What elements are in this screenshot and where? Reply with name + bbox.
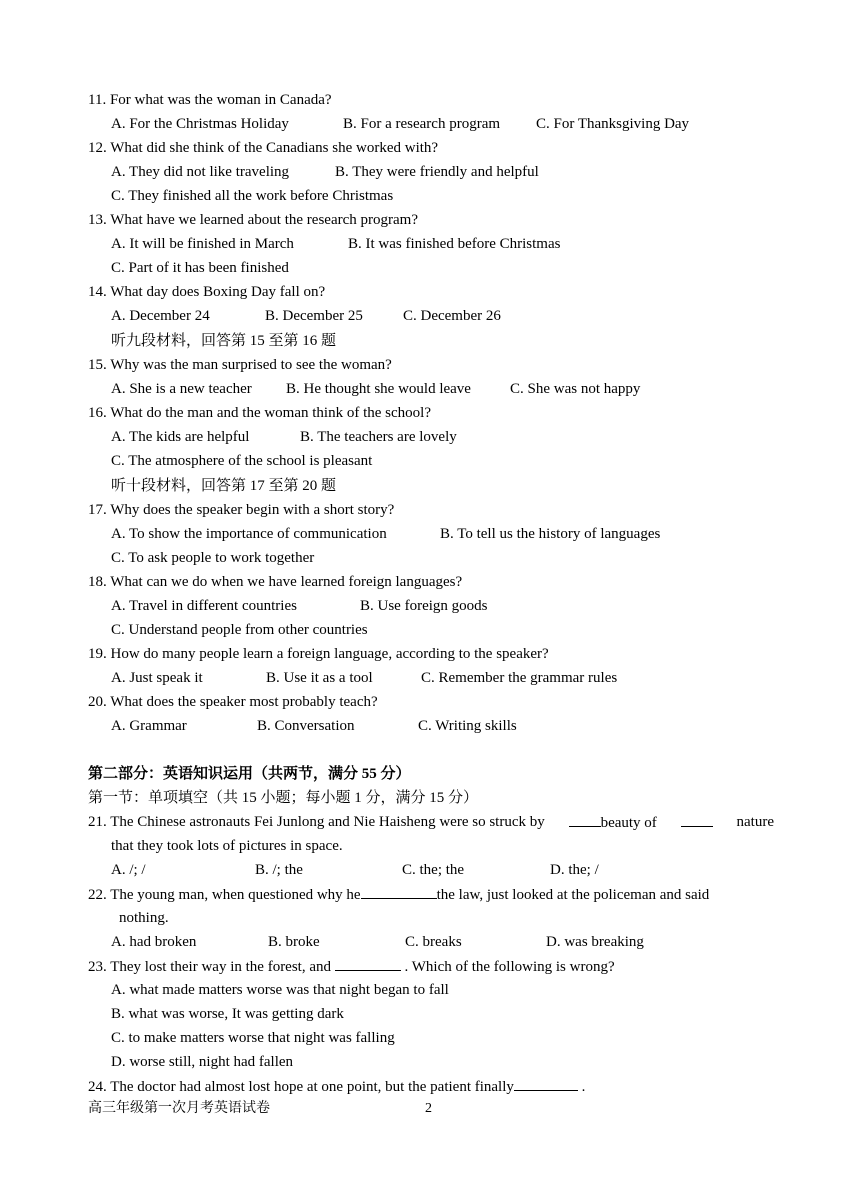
question-18-stem: 18. What can we do when we have learned foreign languages? [88,574,463,590]
question-15-stem: 15. Why was the man surprised to see the woman? [88,357,392,373]
stem-text: 21. The Chinese astronauts Fei Junlong and Nie Haisheng were so struck by [88,814,545,830]
answer-blank [335,956,401,971]
option-a: A. The kids are helpful [111,429,250,445]
option-b: B. He thought she would leave [286,381,471,397]
question-23-stem [88,956,615,976]
option-c: C. breaks [405,934,462,950]
option-a: A. /; / [111,862,146,878]
question-19-stem: 19. How do many people learn a foreign language, according to the speaker? [88,646,549,662]
question-21-stem-continued: that they took lots of pictures in space. [111,838,343,854]
answer-blank [569,812,601,827]
question-16-stem: 16. What do the man and the woman think of the school? [88,405,431,421]
option-a: A. Just speak it [111,670,203,686]
question-24-stem [88,1076,585,1096]
option-a: A. They did not like traveling [111,164,290,180]
part-2-heading: 第二部分：英语知识运用（共两节，满分 55 分） [88,766,411,782]
answer-blank [514,1076,578,1091]
option-c: C. the; the [402,862,465,878]
option-b: B. To tell us the history of languages [440,526,661,542]
option-b: B. December 25 [265,308,363,324]
option-a: A. what made matters worse was that night began to fall [111,982,449,998]
option-c: C. Part of it has been finished [111,260,289,276]
answer-blank [361,884,437,899]
option-b: B. It was finished before Christmas [348,236,561,252]
question-17-stem: 17. Why does the speaker begin with a short story? [88,502,395,518]
question-12-stem: 12. What did she think of the Canadians she worked with? [88,140,439,156]
option-b: B. Use it as a tool [266,670,373,686]
section-instruction-9: 听九段材料，回答第 15 至第 16 题 [111,333,337,349]
option-b: B. broke [268,934,320,950]
option-b: B. They were friendly and helpful [335,164,539,180]
question-22-stem-continued: nothing. [119,910,169,926]
option-c: C. For Thanksgiving Day [536,116,690,132]
option-a: A. She is a new teacher [111,381,252,397]
part-2-section-1-heading: 第一节：单项填空（共 15 小题；每小题 1 分，满分 15 分） [88,790,479,806]
question-20-stem: 20. What does the speaker most probably teach? [88,694,378,710]
option-c: C. She was not happy [510,381,641,397]
option-a: A. had broken [111,934,197,950]
option-c: C. to make matters worse that night was falling [111,1030,395,1046]
option-d: D. was breaking [546,934,644,950]
footer-exam-title: 高三年级第一次月考英语试卷 [88,1101,270,1116]
option-c: C. December 26 [403,308,501,324]
question-11-stem: 11. For what was the woman in Canada? [88,92,332,108]
question-22-stem [88,884,774,904]
answer-blank [681,812,713,827]
option-b: B. For a research program [343,116,501,132]
question-21-stem [88,812,774,832]
option-c: C. Remember the grammar rules [421,670,618,686]
stem-text: 22. The young man, when questioned why he [88,887,361,903]
option-c: C. Understand people from other countries [111,622,368,638]
stem-text: . [581,1079,586,1095]
option-b: B. Conversation [257,718,355,734]
question-14-stem: 14. What day does Boxing Day fall on? [88,284,326,300]
option-c: C. The atmosphere of the school is pleasant [111,453,373,469]
stem-text: 24. The doctor had almost lost hope at one point, but the patient finally [88,1079,514,1095]
option-a: A. It will be finished in March [111,236,294,252]
option-b: B. what was worse, It was getting dark [111,1006,344,1022]
option-b: B. /; the [255,862,303,878]
option-a: A. December 24 [111,308,210,324]
stem-text: . Which of the following is wrong? [404,959,615,975]
section-instruction-10: 听十段材料，回答第 17 至第 20 题 [111,478,337,494]
option-d: D. the; / [550,862,599,878]
stem-text: beauty of [600,815,657,831]
option-c: C. Writing skills [418,718,517,734]
page-number: 2 [425,1101,432,1116]
stem-text: 23. They lost their way in the forest, and [88,959,332,975]
question-13-stem: 13. What have we learned about the research program? [88,212,418,228]
option-a: A. For the Christmas Holiday [111,116,289,132]
option-a: A. Travel in different countries [111,598,297,614]
option-d: D. worse still, night had fallen [111,1054,294,1070]
option-a: A. To show the importance of communication [111,526,387,542]
stem-text: nature [736,814,774,830]
option-c: C. They finished all the work before Christmas [111,188,394,204]
option-c: C. To ask people to work together [111,550,315,566]
option-b: B. The teachers are lovely [300,429,457,445]
option-b: B. Use foreign goods [360,598,488,614]
stem-text: the law, just looked at the policeman and said [436,887,710,903]
option-a: A. Grammar [111,718,187,734]
